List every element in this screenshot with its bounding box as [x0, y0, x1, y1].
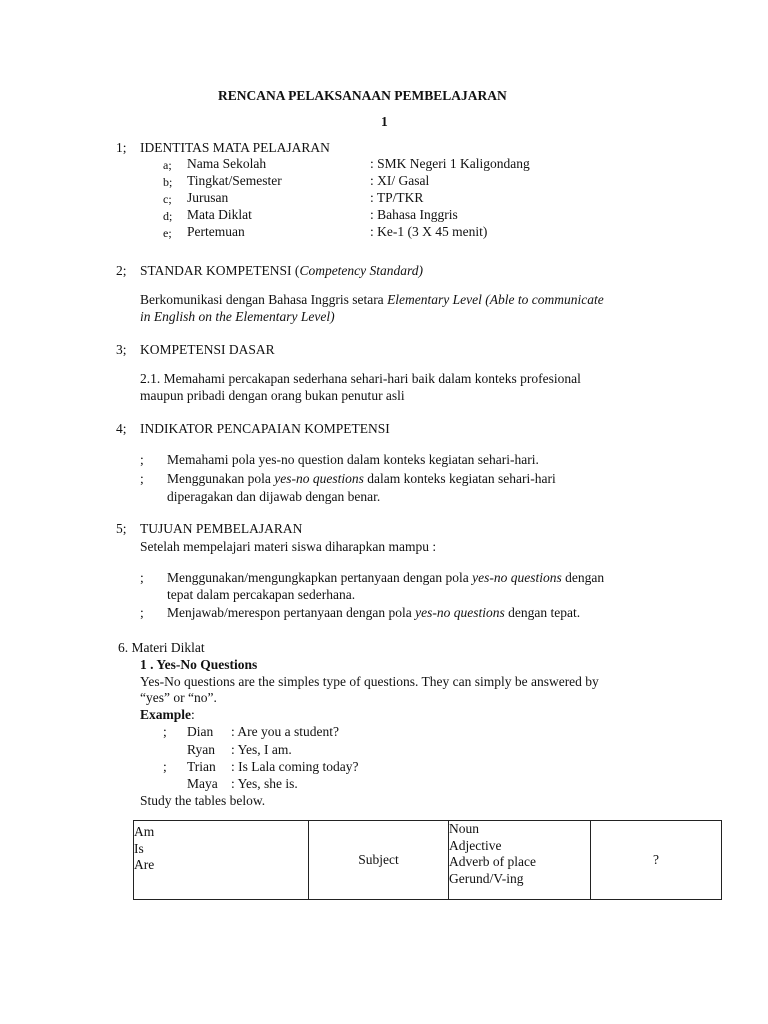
cell-content: ? [653, 851, 659, 867]
text: Menjawab/merespon pertanyaan dengan pola [167, 605, 416, 620]
italic-text: Elementary Level (Able to communicate [387, 292, 604, 307]
section-number: 3; [116, 342, 127, 357]
list-item [167, 605, 580, 621]
item-letter: e; [163, 226, 172, 240]
item-label: Tingkat/Semester [187, 173, 282, 188]
grammar-table [133, 820, 722, 900]
section-heading [140, 263, 423, 279]
table-cell-verbs [134, 821, 309, 900]
section-heading: KOMPETENSI DASAR [140, 342, 275, 357]
table-cell-question-mark [591, 821, 722, 900]
list-item: Memahami pola yes-no question dalam konteks kegiatan sehari-hari. [167, 452, 539, 467]
text: : [191, 707, 195, 722]
text: dengan [561, 570, 605, 585]
intro-text: Setelah mempelajari materi siswa diharapkan mampu : [140, 539, 437, 554]
example-bold: Example [140, 707, 192, 722]
dialog-line: : Is Lala coming today? [231, 759, 359, 774]
item-label: Jurusan [187, 190, 229, 205]
table-row [134, 821, 722, 900]
item-letter: c; [163, 192, 172, 206]
item-value: : TP/TKR [370, 190, 424, 205]
section-heading: 6. Materi Diklat [118, 640, 205, 655]
cell-line: Adjective [449, 837, 502, 853]
cell-content: Subject [358, 851, 399, 867]
item-value: : Bahasa Inggris [370, 207, 458, 222]
italic-text: yes-no questions [472, 570, 562, 585]
section-heading: TUJUAN PEMBELAJARAN [140, 521, 303, 536]
list-item-continuation: tepat dalam percakapan sederhana. [167, 587, 356, 602]
item-label: Mata Diklat [187, 207, 252, 222]
paragraph-line: Study the tables below. [140, 793, 266, 808]
dialog-line: : Yes, she is. [231, 776, 298, 791]
section-heading: IDENTITAS MATA PELAJARAN [140, 140, 330, 155]
bullet: ; [163, 724, 167, 739]
text: Menggunakan/mengungkapkan pertanyaan dengan pola [167, 570, 473, 585]
text: dalam konteks kegiatan sehari-hari [363, 471, 556, 486]
text: Berkomunikasi dengan Bahasa Inggris setara [140, 292, 388, 307]
cell-line: Are [134, 857, 155, 872]
dialog-speaker: Maya [187, 776, 218, 791]
dialog-speaker: Dian [187, 724, 214, 739]
item-letter: b; [163, 175, 173, 189]
cell-content [134, 821, 308, 874]
paragraph-line: Yes-No questions are the simples type of questions. They can simply be answered by [140, 674, 599, 689]
dialog-speaker: Ryan [187, 742, 215, 757]
cell-line: Adverb of place [449, 854, 536, 869]
dialog-line: : Yes, I am. [231, 742, 292, 757]
list-item [167, 570, 604, 586]
item-value: : XI/ Gasal [370, 173, 430, 188]
list-item [167, 471, 556, 487]
bullet: ; [140, 471, 144, 486]
section-number: 1; [116, 140, 127, 155]
section-heading: INDIKATOR PENCAPAIAN KOMPETENSI [140, 421, 390, 436]
bullet: ; [140, 605, 144, 620]
item-label: Nama Sekolah [187, 156, 267, 171]
item-value: : Ke-1 (3 X 45 menit) [370, 224, 488, 239]
sub-heading: 1 . Yes-No Questions [140, 657, 258, 672]
paragraph-line: “yes” or “no”. [140, 690, 217, 705]
cell-content [449, 821, 590, 887]
bullet: ; [163, 759, 167, 774]
table-cell-subject [309, 821, 449, 900]
section-number: 2; [116, 263, 127, 278]
dialog-line: : Are you a student? [231, 724, 339, 739]
section-number: 4; [116, 421, 127, 436]
italic-text: yes-no questions [415, 605, 505, 620]
list-item-continuation: diperagakan dan dijawab dengan benar. [167, 489, 381, 504]
heading-italic: Competency Standard) [299, 263, 424, 278]
item-label: Pertemuan [187, 224, 245, 239]
cell-line: Is [134, 840, 144, 856]
section-number: 5; [116, 521, 127, 536]
cell-line: Gerund/V-ing [449, 870, 524, 886]
italic-text: yes-no questions [274, 471, 364, 486]
table-cell-complements [449, 821, 591, 900]
heading-text: STANDAR KOMPETENSI ( [140, 263, 300, 278]
example-label [140, 707, 195, 723]
dialog-speaker: Trian [187, 759, 216, 774]
item-letter: d; [163, 209, 173, 223]
paragraph-line: 2.1. Memahami percakapan sederhana sehari-hari baik dalam konteks profesional [140, 371, 581, 386]
text: Menggunakan pola [167, 471, 275, 486]
text: dengan tepat. [504, 605, 581, 620]
paragraph-line: maupun pribadi dengan orang bukan penutur asli [140, 388, 405, 403]
item-letter: a; [163, 158, 172, 172]
cell-line: Am [134, 824, 155, 839]
bullet: ; [140, 570, 144, 585]
paragraph-line [140, 292, 604, 308]
document-title: RENCANA PELAKSANAAN PEMBELAJARAN [218, 88, 507, 103]
paragraph-line: in English on the Elementary Level) [140, 309, 335, 324]
cell-line: Noun [449, 821, 479, 836]
item-value: : SMK Negeri 1 Kaligondang [370, 156, 530, 171]
document-number: 1 [381, 114, 388, 129]
bullet: ; [140, 452, 144, 467]
